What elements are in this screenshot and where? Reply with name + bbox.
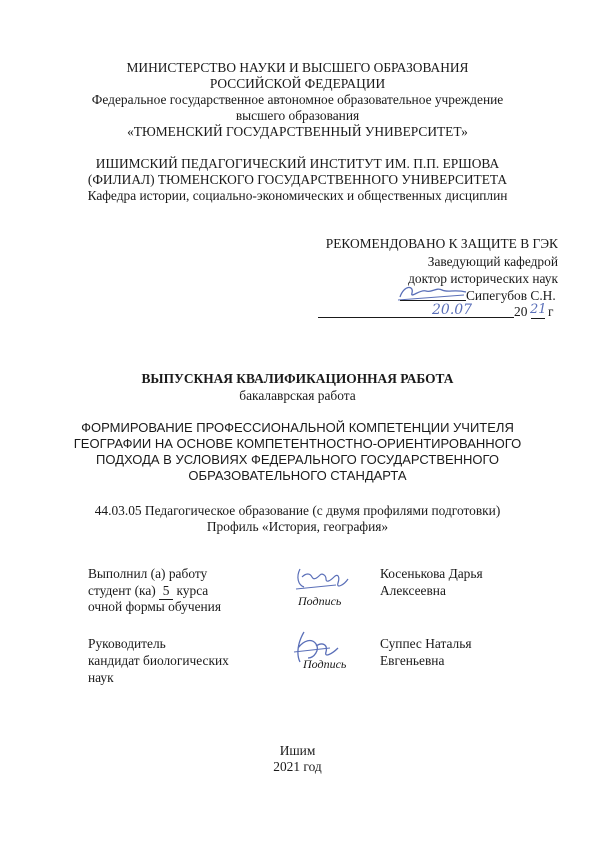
department-name: Кафедра истории, социально-экономических и общественных дисциплин xyxy=(87,188,508,203)
supervisor-label-2: кандидат биологических xyxy=(88,653,229,668)
institute-line-2: (ФИЛИАЛ) ТЮМЕНСКОГО ГОСУДАРСТВЕННОГО УНИВЕРСИТЕТА xyxy=(87,172,508,187)
approval-year-suffix: г xyxy=(548,304,554,319)
approval-degree: доктор исторических наук xyxy=(408,271,558,286)
student-label-1: Выполнил (а) работу xyxy=(88,566,208,581)
approval-role: Заведующий кафедрой xyxy=(427,254,558,269)
course-number: 5 xyxy=(159,583,173,600)
institute-line-1: ИШИМСКИЙ ПЕДАГОГИЧЕСКИЙ ИНСТИТУТ ИМ. П.П. ЕРШОВА xyxy=(95,156,500,171)
student-name-line-1: Косенькова Дарья xyxy=(380,566,483,581)
work-title-line-2: ГЕОГРАФИИ НА ОСНОВЕ КОМПЕТЕНТНОСТНО-ОРИЕНТИРОВАННОГО xyxy=(73,436,522,451)
approval-year-prefix: 20 xyxy=(514,304,528,319)
ministry-line-2: РОССИЙСКОЙ ФЕДЕРАЦИИ xyxy=(209,76,386,91)
supervisor-label-3: наук xyxy=(88,670,114,685)
program-profile: Профиль «История, география» xyxy=(206,519,389,534)
supervisor-label-1: Руководитель xyxy=(88,636,166,651)
work-subtype: бакалаврская работа xyxy=(239,388,356,403)
work-title-line-1: ФОРМИРОВАНИЕ ПРОФЕССИОНАЛЬНОЙ КОМПЕТЕНЦИИ УЧИТЕЛЯ xyxy=(81,420,514,435)
institution-type-line: Федеральное государственное автономное образовательное учреждение xyxy=(91,92,504,107)
work-type: ВЫПУСКНАЯ КВАЛИФИКАЦИОННАЯ РАБОТА xyxy=(141,371,454,386)
institution-level-line: высшего образования xyxy=(235,108,360,123)
approval-date-handwritten: 20.07 xyxy=(432,302,473,318)
supervisor-signature-caption: Подпись xyxy=(303,657,347,671)
student-signature xyxy=(292,563,352,593)
work-title-line-3: ПОДХОДА В УСЛОВИЯХ ФЕДЕРАЛЬНОГО ГОСУДАРСТВЕННОГО xyxy=(96,452,499,467)
approval-year-handwritten: 21 xyxy=(530,302,547,317)
student-label-3: очной формы обучения xyxy=(88,599,222,614)
work-title-line-4: ОБРАЗОВАТЕЛЬНОГО СТАНДАРТА xyxy=(188,468,407,483)
footer-year: 2021 год xyxy=(273,759,322,774)
student-name-line-2: Алексеевна xyxy=(380,583,446,598)
approval-year-underline xyxy=(531,318,545,319)
head-signature-line xyxy=(400,300,466,301)
program-code: 44.03.05 Педагогическое образование (с двумя профилями подготовки) xyxy=(94,503,501,518)
student-label-suffix: курса xyxy=(176,583,209,598)
student-label-2 xyxy=(88,583,208,600)
university-name: «ТЮМЕНСКИЙ ГОСУДАРСТВЕННЫЙ УНИВЕРСИТЕТ» xyxy=(127,124,468,139)
approval-title: РЕКОМЕНДОВАНО К ЗАЩИТЕ В ГЭК xyxy=(325,236,558,251)
supervisor-name-line-2: Евгеньевна xyxy=(380,653,445,668)
supervisor-name-line-1: Суппес Наталья xyxy=(380,636,472,651)
approval-name: Сипегубов С.Н. xyxy=(466,288,556,303)
approval-date-line xyxy=(318,317,514,318)
ministry-line-1: МИНИСТЕРСТВО НАУКИ И ВЫСШЕГО ОБРАЗОВАНИЯ xyxy=(126,60,469,75)
footer-city: Ишим xyxy=(279,743,316,758)
student-signature-caption: Подпись xyxy=(298,594,342,608)
student-label-prefix: студент (ка) xyxy=(88,583,156,598)
